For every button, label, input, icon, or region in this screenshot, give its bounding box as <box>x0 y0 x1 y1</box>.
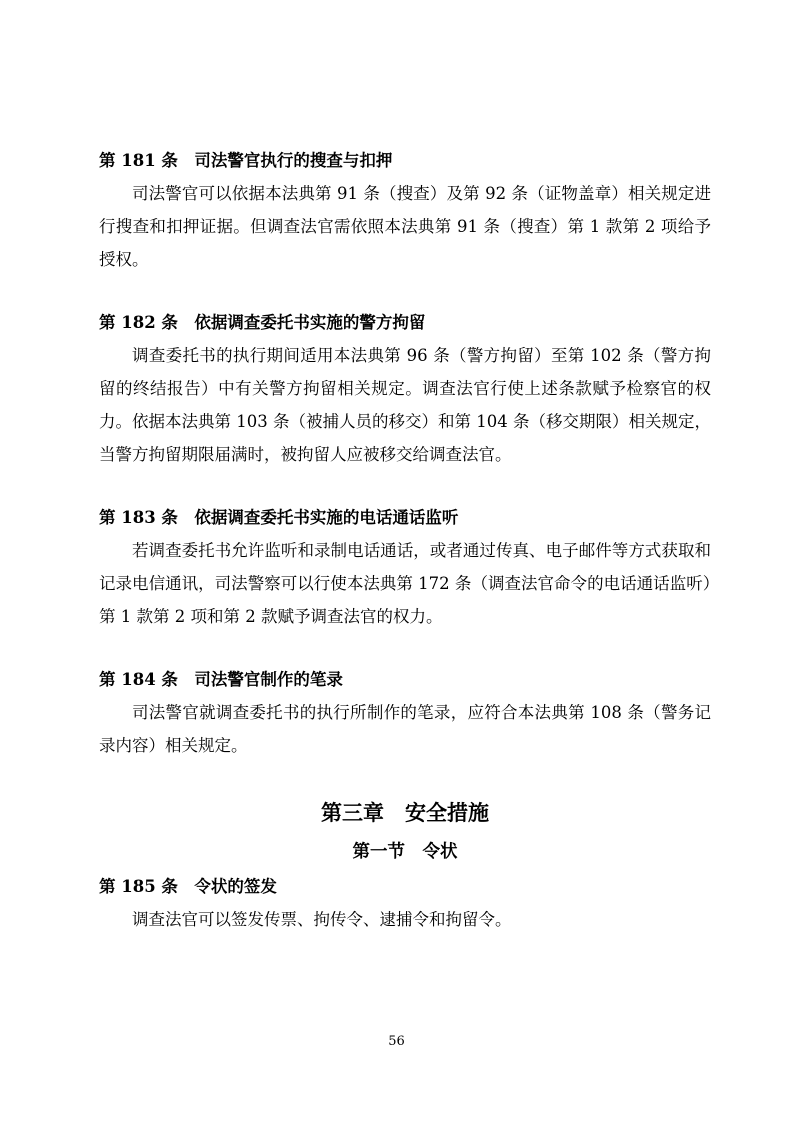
article-184-heading: 第 184 条 司法警官制作的笔录 <box>99 670 343 689</box>
article-185-heading: 第 185 条 令状的签发 <box>99 877 277 896</box>
article-182-body: 调查委托书的执行期间适用本法典第 96 条（警方拘留）至第 102 条（警方拘留的终结报告）中有关警方拘留相关规定。调查法官行使上述条款赋予检察官的权力。依据本法典第 103 条（被捕人员的移交）和第 104 条（移交期限）相关规定，当警方拘留期限届满时，被拘留人应被移交给调查法官。 <box>99 346 711 464</box>
article-181 <box>99 144 711 276</box>
article-183-body: 若调查委托书允许监听和录制电话通话，或者通过传真、电子邮件等方式获取和记录电信通讯，司法警察可以行使本法典第 172 条（调查法官命令的电话通话监听）第 1 款第 2 项和第 2 款赋予调查法官的权力。 <box>99 541 711 626</box>
article-184-body: 司法警官就调查委托书的执行所制作的笔录，应符合本法典第 108 条（警务记录内容）相关规定。 <box>99 703 711 755</box>
article-185-body: 调查法官可以签发传票、拘传令、逮捕令和拘留令。 <box>132 910 512 929</box>
section-heading: 第一节 令状 <box>352 842 458 862</box>
article-184 <box>99 663 711 762</box>
article-182-heading: 第 182 条 依据调查委托书实施的警方拘留 <box>99 313 426 332</box>
article-185 <box>99 870 711 936</box>
document-content <box>99 144 711 966</box>
article-183-heading: 第 183 条 依据调查委托书实施的电话通话监听 <box>99 508 459 527</box>
page-number: 56 <box>388 1034 405 1049</box>
chapter-heading: 第三章 安全措施 <box>321 800 489 825</box>
article-181-heading: 第 181 条 司法警官执行的搜查与扣押 <box>99 151 393 170</box>
article-182 <box>99 306 711 471</box>
article-183 <box>99 501 711 633</box>
article-181-body: 司法警官可以依据本法典第 91 条（搜查）及第 92 条（证物盖章）相关规定进行搜查和扣押证据。但调查法官需依照本法典第 91 条（搜查）第 1 款第 2 项给予授权。 <box>99 184 711 269</box>
